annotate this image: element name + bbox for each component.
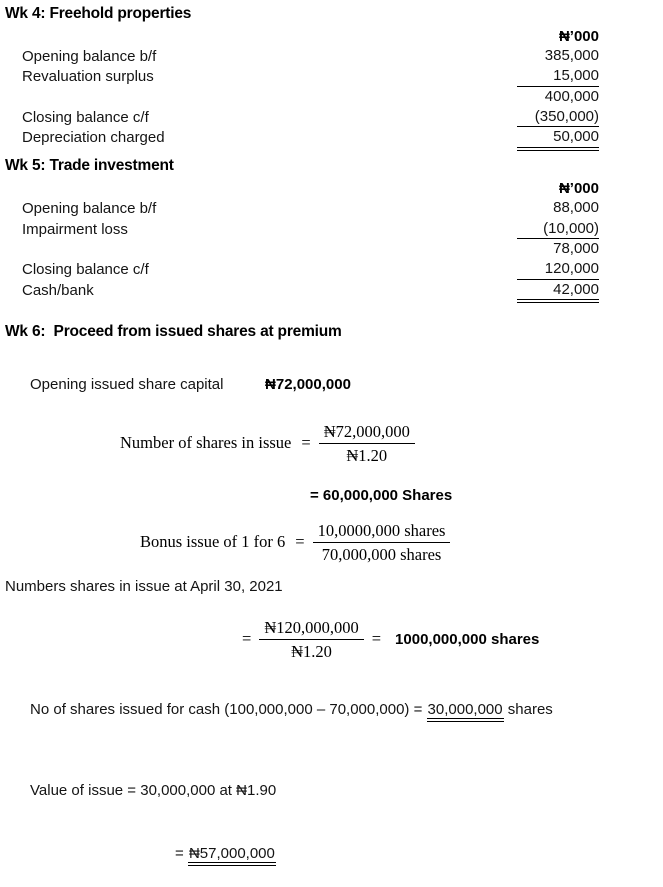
shares-in-issue-result: = 60,000,000 Shares	[310, 486, 453, 504]
issue-value-total: ₦57,000,000	[188, 845, 276, 866]
wk5-header-row	[5, 180, 599, 199]
table-row	[5, 88, 599, 108]
cash-shares-value: 30,000,000	[427, 701, 504, 722]
row-label: Cash/bank	[22, 281, 94, 299]
cash-line-suffix: shares	[503, 700, 553, 718]
opening-share-capital-label: Opening issued share capital	[30, 375, 224, 393]
amount-cell: 50,000	[517, 128, 599, 151]
row-label: Opening balance b/f	[22, 48, 157, 65]
wk5-currency-header: ₦’000	[558, 180, 599, 198]
wk6-title: Wk 6: Proceed from issued shares at premium	[5, 322, 342, 340]
fraction-numerator: ₦72,000,000	[319, 422, 415, 444]
amount-cell: 88,000	[553, 199, 599, 217]
equation-lhs: Bonus issue of 1 for 6	[140, 532, 286, 552]
table-row	[5, 199, 599, 219]
table-row	[5, 260, 599, 280]
table-row	[5, 240, 599, 260]
value-of-issue-total-line	[150, 821, 663, 887]
fraction-numerator: ₦120,000,000	[259, 618, 363, 640]
section-wk6	[5, 322, 663, 887]
wk4-table	[5, 28, 599, 148]
wk4-header-row	[5, 28, 599, 47]
shares-issued-for-cash-line	[5, 680, 663, 740]
row-label: Depreciation charged	[22, 129, 165, 147]
total-shares-result: 1000,000,000 shares	[395, 630, 540, 648]
section-wk4	[5, 4, 663, 148]
amount-cell: 42,000	[517, 281, 599, 304]
wk4-title: Wk 4: Freehold properties	[5, 5, 192, 22]
row-label: Revaluation surplus	[22, 68, 154, 86]
fraction	[259, 618, 363, 661]
fraction-denominator: ₦1.20	[291, 641, 332, 661]
equals-sign: =	[242, 629, 252, 649]
fraction-denominator: ₦1.20	[346, 445, 388, 465]
fraction-denominator: 70,000,000 shares	[321, 544, 442, 564]
opening-share-capital-line	[5, 355, 663, 415]
fraction	[313, 521, 451, 564]
wk5-table	[5, 180, 599, 300]
amount-cell: 15,000	[517, 67, 599, 87]
equation-lhs: Number of shares in issue	[120, 433, 292, 453]
amount-cell: 120,000	[517, 260, 599, 280]
equals-sign: =	[301, 433, 311, 453]
row-label: Closing balance c/f	[22, 108, 149, 126]
wk4-currency-header: ₦’000	[558, 28, 599, 45]
equals-sign: =	[175, 844, 188, 862]
table-row	[5, 281, 599, 301]
value-of-issue-line	[5, 761, 663, 821]
equation-bonus-issue	[140, 521, 663, 564]
amount-cell: (350,000)	[517, 108, 599, 128]
table-row	[5, 108, 599, 128]
amount-cell: 400,000	[544, 87, 599, 105]
table-row	[5, 128, 599, 148]
opening-share-capital-value: ₦72,000,000	[265, 375, 351, 393]
amount-cell: 385,000	[544, 47, 599, 64]
fraction	[319, 422, 415, 465]
shares-at-april-subheading: Numbers shares in issue at April 30, 2021	[5, 577, 283, 595]
section-wk5	[5, 156, 663, 300]
amount-cell: 78,000	[553, 240, 599, 258]
issue-rate: ₦1.90	[236, 781, 277, 799]
table-row	[5, 220, 599, 240]
wk5-title: Wk 5: Trade investment	[5, 157, 174, 175]
row-label: Closing balance c/f	[22, 261, 149, 279]
row-label: Opening balance b/f	[22, 200, 157, 218]
cash-line-prefix: No of shares issued for cash (100,000,000 – 70,000,000) =	[30, 700, 427, 718]
equation-number-of-shares	[120, 422, 663, 465]
value-line-prefix: Value of issue = 30,000,000 at	[30, 781, 237, 799]
fraction-numerator: 10,0000,000 shares	[313, 521, 451, 543]
equals-sign: =	[295, 532, 305, 552]
amount-cell: (10,000)	[517, 220, 599, 240]
equation-total-shares	[242, 618, 663, 661]
equals-sign: =	[371, 629, 382, 649]
row-label: Impairment loss	[22, 220, 128, 238]
table-row	[5, 67, 599, 87]
table-row	[5, 47, 599, 67]
